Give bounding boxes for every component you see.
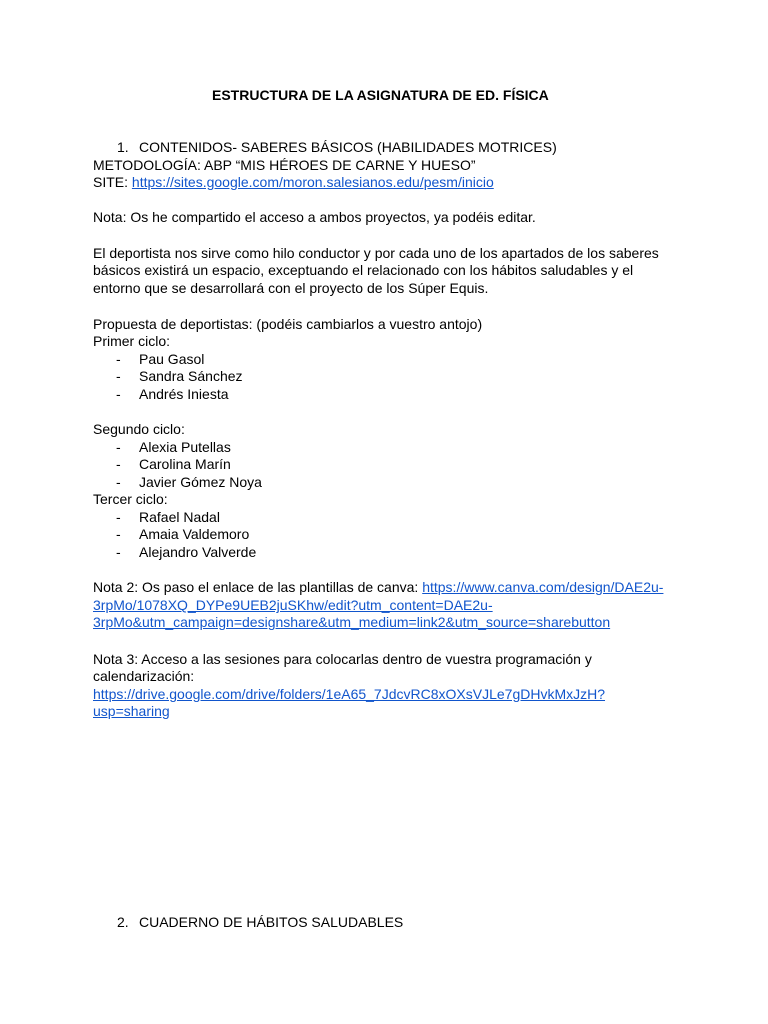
note-3-line-2: calendarización:: [93, 668, 195, 684]
site-link[interactable]: https://sites.google.com/moron.salesianos.edu/pesm/inicio: [131, 174, 494, 190]
list-bullet: -: [116, 439, 121, 455]
drive-link-part-2[interactable]: usp=sharing: [93, 703, 170, 719]
list-item: Amaia Valdemoro: [139, 526, 250, 542]
list-item: Sandra Sánchez: [139, 368, 243, 384]
canva-link-part-1[interactable]: https://www.canva.com/design/DAE2u-: [422, 579, 664, 595]
note-2-line-1: [93, 579, 663, 596]
first-cycle-label: Primer ciclo:: [93, 333, 171, 349]
second-cycle-label: Segundo ciclo:: [93, 421, 185, 437]
note-3-line-4: [93, 703, 170, 720]
list-item: Pau Gasol: [139, 351, 205, 367]
list-item: Rafael Nadal: [139, 509, 220, 525]
note-2-line-2: [93, 597, 493, 614]
list-bullet: -: [116, 509, 121, 525]
note-3-line-3: [93, 686, 605, 703]
list-item: Carolina Marín: [139, 456, 231, 472]
note-2-text: Nota 2: Os paso el enlace de las plantillas de canva:: [93, 579, 423, 595]
note-2-line-3: [93, 614, 610, 631]
note-1: Nota: Os he compartido el acceso a ambos proyectos, ya podéis editar.: [93, 209, 536, 225]
site-label: SITE:: [93, 174, 132, 190]
document-title: ESTRUCTURA DE LA ASIGNATURA DE ED. FÍSICA: [212, 87, 549, 103]
canva-link-part-2[interactable]: 3rpMo/1078XQ_DYPe9UEB2juSKhw/edit?utm_content=DAE2u-: [93, 597, 493, 613]
section-1-heading: CONTENIDOS- SABERES BÁSICOS (HABILIDADES MOTRICES): [139, 139, 557, 155]
site-line: [93, 174, 494, 191]
paragraph-line-3: entorno que se desarrollará con el proyecto de los Súper Equis.: [93, 280, 489, 296]
paragraph-line-1: El deportista nos sirve como hilo conductor y por cada uno de los apartados de los saberes: [93, 245, 659, 261]
list-item: Andrés Iniesta: [139, 386, 229, 402]
list-bullet: -: [116, 368, 121, 384]
section-2-number: 2.: [117, 914, 129, 930]
drive-link-part-1[interactable]: https://drive.google.com/drive/folders/1eA65_7JdcvRC8xOXsVJLe7gDHvkMxJzH?: [93, 686, 606, 702]
section-1-number: 1.: [117, 139, 129, 155]
note-3-line-1: Nota 3: Acceso a las sesiones para colocarlas dentro de vuestra programación y: [93, 651, 592, 667]
list-bullet: -: [116, 386, 121, 402]
list-bullet: -: [116, 474, 121, 490]
list-bullet: -: [116, 456, 121, 472]
section-2-heading: CUADERNO DE HÁBITOS SALUDABLES: [139, 914, 404, 930]
list-bullet: -: [116, 544, 121, 560]
list-item: Alexia Putellas: [139, 439, 231, 455]
paragraph-line-2: básicos existirá un espacio, exceptuando el relacionado con los hábitos saludables y el: [93, 262, 634, 278]
list-item: Javier Gómez Noya: [139, 474, 262, 490]
methodology-line: METODOLOGÍA: ABP “MIS HÉROES DE CARNE Y HUESO”: [93, 157, 476, 173]
canva-link-part-3[interactable]: 3rpMo&utm_campaign=designshare&utm_medium=link2&utm_source=sharebutton: [93, 614, 611, 630]
third-cycle-label: Tercer ciclo:: [93, 491, 168, 507]
list-bullet: -: [116, 351, 121, 367]
list-bullet: -: [116, 526, 121, 542]
proposal-line: Propuesta de deportistas: (podéis cambiarlos a vuestro antojo): [93, 316, 483, 332]
list-item: Alejandro Valverde: [139, 544, 257, 560]
